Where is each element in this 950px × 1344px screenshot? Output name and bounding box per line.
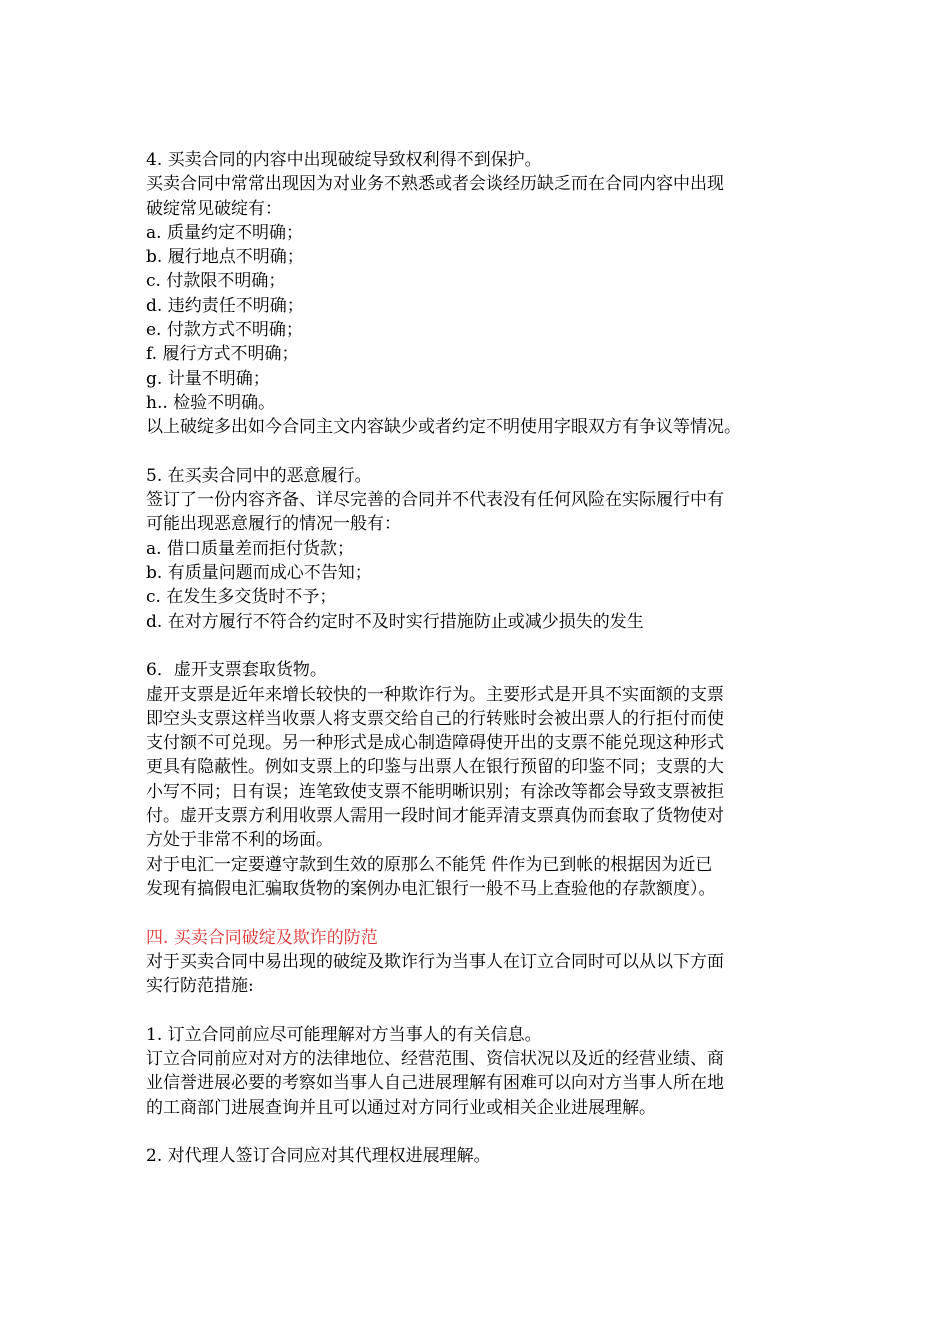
section-6-body-line: 方处于非常不利的场面。 xyxy=(146,830,333,851)
measure-2-title: 2. 对代理人签订合同应对其代理权进展理解。 xyxy=(146,1146,491,1167)
section-4-list-item: c. 付款限不明确； xyxy=(146,271,286,292)
section-5-list-item: b. 有质量问题而成心不告知； xyxy=(146,563,372,584)
paragraph-spacer xyxy=(146,998,806,1022)
section-6-body-line: 发现有搞假电汇骗取货物的案例办电汇银行一般不马上查验他的存款额度）。 xyxy=(146,878,716,899)
section-6-body-line: 即空头支票这样当收票人将支票交给自己的行转账时会被出票人的行拒付而使 xyxy=(146,708,724,729)
section-4-list-item: a. 质量约定不明确； xyxy=(146,222,303,243)
section-6-body-line: 更具有隐蔽性。例如支票上的印鉴与出票人在银行预留的印鉴不同；支票的大 xyxy=(146,757,724,778)
section-6-body-line: 对于电汇一定要遵守款到生效的原那么不能凭 件作为已到帐的根据因为近已 xyxy=(146,854,713,875)
section-6-body-line: 小写不同；日有误；连笔致使支票不能明晰识别；有涂改等都会导致支票被拒 xyxy=(146,781,724,802)
paragraph-spacer xyxy=(146,440,806,464)
section-5-intro-line: 签订了一份内容齐备、详尽完善的合同并不代表没有任何风险在实际履行中有 xyxy=(146,490,724,511)
section-5-list-item: d. 在对方履行不符合约定时不及时实行措施防止或减少损失的发生 xyxy=(146,611,644,632)
measure-1-body-line: 订立合同前应对对方的法律地位、经营范围、资信状况以及近的经营业绩、商 xyxy=(146,1048,724,1069)
section-4-list-item: d. 违约责任不明确； xyxy=(146,295,304,316)
section-5-intro-line: 可能出现恶意履行的情况一般有： xyxy=(146,514,401,535)
paragraph-spacer xyxy=(146,1120,806,1144)
section-6-body-line: 支付额不可兑现。另一种形式是成心制造障碍使开出的支票不能兑现这种形式 xyxy=(146,733,724,754)
section-6-body-line: 虚开支票是近年来增长较快的一种欺诈行为。主要形式是开具不实面额的支票 xyxy=(146,684,724,705)
section-4-list-item: f. 履行方式不明确； xyxy=(146,344,299,365)
section-5-list-item: c. 在发生多交货时不予； xyxy=(146,587,337,608)
section-4-title: 4. 买卖合同的内容中出现破绽导致权利得不到保护。 xyxy=(146,150,542,170)
measure-1-title: 1. 订立合同前应尽可能理解对方当事人的有关信息。 xyxy=(146,1024,542,1045)
section-4-intro-line: 买卖合同中常常出现因为对业务不熟悉或者会谈经历缺乏而在合同内容中出现 xyxy=(146,174,724,195)
section-4-intro-line: 破绽常见破绽有： xyxy=(146,198,282,219)
section-4-list-item: b. 履行地点不明确； xyxy=(146,247,304,268)
paragraph-spacer xyxy=(146,634,806,658)
section-4-outro: 以上破绽多出如今合同主文内容缺少或者约定不明使用字眼双方有争议等情况。 xyxy=(146,417,741,438)
section-5-list-item: a. 借口质量差而拒付货款； xyxy=(146,538,354,559)
section-4-list-item: h.. 检验不明确。 xyxy=(146,392,276,413)
part-4-intro-line: 对于买卖合同中易出现的破绽及欺诈行为当事人在订立合同时可以从以下方面 xyxy=(146,951,724,972)
section-6-title: 6．虚开支票套取货物。 xyxy=(146,660,327,681)
section-4-list-item: g. 计量不明确； xyxy=(146,368,270,389)
part-4-heading: 四. 买卖合同破绽及欺诈的防范 xyxy=(146,927,378,948)
paragraph-spacer xyxy=(146,901,806,925)
measure-1-body-line: 的工商部门进展查询并且可以通过对方同行业或相关企业进展理解。 xyxy=(146,1097,656,1118)
document-page xyxy=(146,148,806,1168)
section-6-body-line: 付。虚开支票方利用收票人需用一段时间才能弄清支票真伪而套取了货物使对 xyxy=(146,806,724,827)
measure-1-body-line: 业信誉进展必要的考察如当事人自己进展理解有困难可以向对方当事人所在地 xyxy=(146,1073,724,1094)
section-5-title: 5. 在买卖合同中的恶意履行。 xyxy=(146,465,372,486)
section-4-list-item: e. 付款方式不明确； xyxy=(146,320,303,341)
part-4-intro-line: 实行防范措施: xyxy=(146,976,254,997)
